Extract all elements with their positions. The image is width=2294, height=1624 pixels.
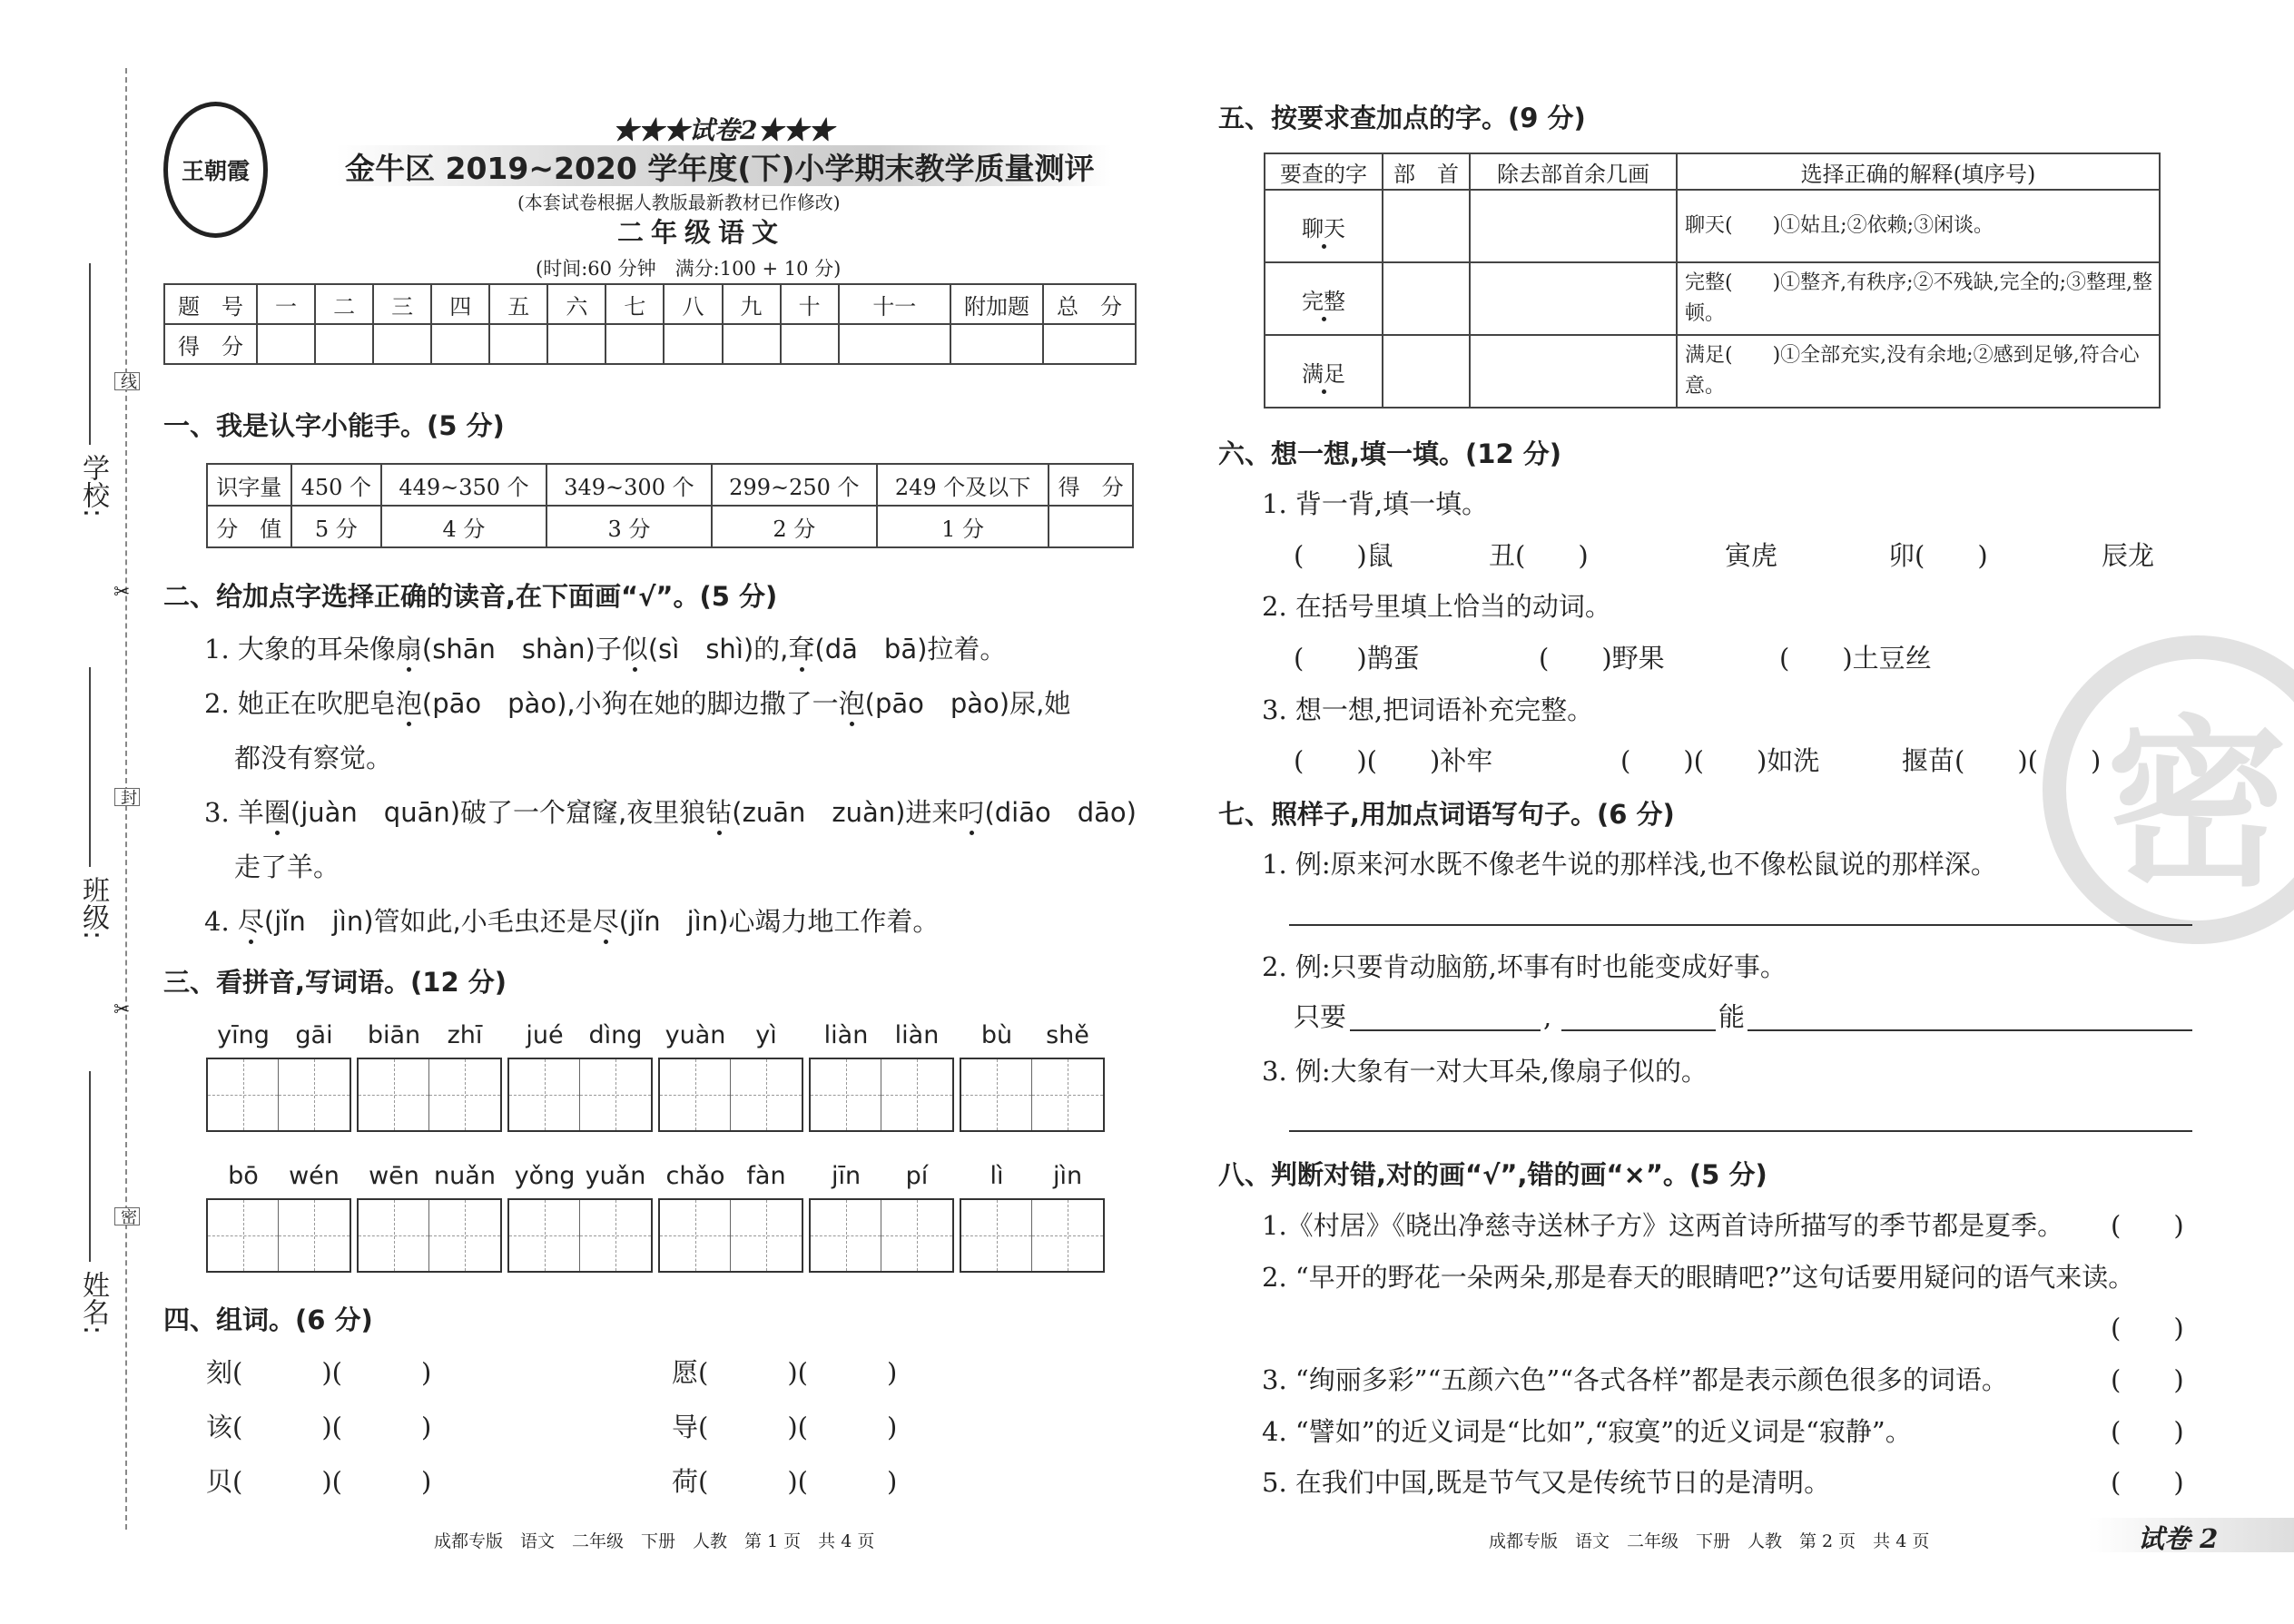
dict-word-text: 完整	[1302, 288, 1345, 314]
word-group-item[interactable]: 该( )( )	[206, 1412, 432, 1442]
pinyin-syllable: pí	[905, 1162, 929, 1190]
word-box[interactable]	[960, 1198, 1105, 1273]
char-cell[interactable]	[881, 1200, 952, 1271]
pinyin-syllable: zhī	[447, 1021, 483, 1049]
score-header: 八	[664, 284, 722, 324]
score-cell[interactable]	[839, 324, 950, 364]
pinyin-choice[interactable]: (juàn quān)破了一个窟窿,夜里狼	[290, 797, 706, 828]
word-box[interactable]	[357, 1058, 502, 1132]
literacy-value: 分 值	[207, 506, 291, 547]
score-header: 二	[315, 284, 373, 324]
idiom-item[interactable]: ( )( )如洗	[1620, 745, 1820, 776]
text: 4.	[204, 906, 238, 937]
seal-mark-3: 密	[114, 1207, 140, 1225]
score-cell[interactable]	[1043, 324, 1136, 364]
char-cell[interactable]	[961, 1200, 1032, 1271]
footer-right: 成都专版 语文 二年级 下册 人教 第 2 页 共 4 页	[1489, 1531, 1930, 1551]
word-box[interactable]	[809, 1198, 954, 1273]
dotted-char: 叼	[958, 797, 985, 828]
s6-question-3: 3. 想一想,把词语补充完整。	[1262, 694, 1594, 725]
judge-paren[interactable]: ( )	[2111, 1416, 2184, 1447]
section-1-title: 一、我是认字小能手。(5 分)	[163, 410, 505, 441]
pinyin-choice[interactable]: (shān shàn)子	[421, 634, 622, 664]
s2-question-3-cont: 走了羊。	[234, 851, 340, 882]
judge-item: 2. “早开的野花一朵两朵,那是春天的眼睛吧?”这句话要用疑问的语气来读。	[1262, 1262, 2135, 1293]
char-cell[interactable]	[208, 1059, 279, 1130]
char-cell[interactable]	[811, 1200, 881, 1271]
dict-word	[1265, 190, 1383, 262]
pinyin-choice[interactable]: (jǐn jìn)管如此,小毛虫还是	[263, 906, 593, 937]
dict-explanation[interactable]: 完整( )①整齐,有秩序;②不残缺,完全的;③整理,整顿。	[1677, 262, 2160, 335]
score-row	[164, 324, 1136, 364]
pinyin-syllable: gāi	[295, 1021, 333, 1049]
dict-header: 部 首	[1383, 153, 1470, 190]
radical-cell[interactable]	[1383, 262, 1470, 335]
secret-watermark	[2043, 635, 2294, 944]
strokes-cell[interactable]	[1470, 190, 1677, 262]
char-cell[interactable]	[509, 1200, 580, 1271]
text: 2. 她正在吹肥皂	[204, 688, 396, 719]
char-cell[interactable]	[1032, 1059, 1103, 1130]
literacy-value: 2 分	[712, 506, 877, 547]
word-box[interactable]	[658, 1058, 803, 1132]
literacy-header: 249 个及以下	[877, 464, 1049, 506]
score-header: 五	[489, 284, 547, 324]
dict-word-text: 满足	[1302, 360, 1345, 387]
char-cell[interactable]	[660, 1059, 731, 1130]
pinyin-syllable: yì	[755, 1021, 777, 1049]
s2-question-2	[204, 685, 1070, 722]
word-group-item[interactable]: 愿( )( )	[672, 1357, 898, 1388]
score-header: 十一	[839, 284, 950, 324]
zodiac-item[interactable]: 丑( )	[1489, 540, 1589, 571]
verb-item[interactable]: ( )鹊蛋	[1294, 643, 1420, 674]
char-cell[interactable]	[811, 1059, 881, 1130]
pinyin-syllable: wén	[289, 1162, 340, 1190]
section-3-title: 三、看拼音,写词语。(12 分)	[163, 967, 507, 998]
s2-question-2-cont: 都没有察觉。	[234, 743, 393, 773]
word-group-item[interactable]: 刻( )( )	[206, 1357, 432, 1388]
char-cell[interactable]	[429, 1059, 500, 1130]
pinyin-syllable: yuǎn	[585, 1162, 646, 1190]
s6-question-2: 2. 在括号里填上恰当的动词。	[1262, 591, 1611, 622]
subject-title: 二年级语文	[617, 217, 786, 248]
section-6-title: 六、想一想,填一填。(12 分)	[1218, 438, 1561, 469]
literacy-value: 3 分	[546, 506, 712, 547]
pinyin-syllable: nuǎn	[434, 1162, 496, 1190]
dict-header: 要查的字	[1265, 153, 1383, 190]
answer-line[interactable]	[1289, 924, 2192, 926]
s7-example-2: 2. 例:只要肯动脑筋,坏事有时也能变成好事。	[1262, 951, 1787, 982]
text: 3. 羊	[204, 797, 264, 828]
word-group-item[interactable]: 荷( )( )	[672, 1466, 898, 1497]
dict-word	[1265, 335, 1383, 408]
name-label: 姓名:	[77, 1271, 109, 1335]
pinyin-syllable: jìn	[1052, 1162, 1083, 1190]
judge-item: 1.《村居》《晓出净慈寺送林子方》这两首诗所描写的季节都是夏季。	[1262, 1210, 2064, 1241]
footer-left: 成都专版 语文 二年级 下册 人教 第 1 页 共 4 页	[434, 1531, 875, 1551]
pinyin-syllable: liàn	[823, 1021, 869, 1049]
char-cell[interactable]	[279, 1059, 350, 1130]
dict-header: 选择正确的解释(填序号)	[1677, 153, 2160, 190]
publisher-logo	[163, 102, 268, 238]
dict-row	[1265, 190, 2160, 262]
seal-mark-1: 线	[114, 372, 140, 390]
word-box[interactable]	[507, 1198, 653, 1273]
literacy-header: 450 个	[291, 464, 381, 506]
scissor-icon: ✂	[113, 999, 131, 1021]
zodiac-item[interactable]: ( )鼠	[1294, 540, 1393, 571]
logo-text: 王朝霞	[181, 158, 250, 184]
writing-grid-row-1	[206, 1058, 1110, 1132]
pinyin-syllable: dìng	[588, 1021, 643, 1049]
pinyin-syllable: shě	[1046, 1021, 1089, 1049]
dict-word	[1265, 262, 1383, 335]
score-table	[163, 283, 1137, 365]
score-cell[interactable]	[723, 324, 781, 364]
s6-question-1: 1. 背一背,填一填。	[1262, 488, 1489, 519]
literacy-header: 299~250 个	[712, 464, 877, 506]
footer-tag: 试卷 2	[2138, 1523, 2219, 1554]
zodiac-item[interactable]: 卯( )	[1888, 540, 1988, 571]
word-group-item[interactable]: 贝( )( )	[206, 1466, 432, 1497]
judge-paren[interactable]: ( )	[2111, 1364, 2184, 1395]
literacy-header-row	[207, 464, 1133, 506]
score-cell[interactable]	[547, 324, 605, 364]
pinyin-choice[interactable]: (dā bā)拉着。	[814, 634, 1007, 664]
word-box[interactable]	[507, 1058, 653, 1132]
s7-prompt-only-if: 只要	[1294, 1001, 1347, 1032]
char-cell[interactable]	[429, 1200, 500, 1271]
dotted-char: 泡	[838, 688, 865, 719]
dict-explanation[interactable]: 满足( )①全部充实,没有余地;②感到足够,符合心意。	[1677, 335, 2160, 408]
char-cell[interactable]	[359, 1059, 429, 1130]
word-box[interactable]	[357, 1198, 502, 1273]
char-cell[interactable]	[731, 1200, 802, 1271]
pinyin-choice[interactable]: (jǐn jìn)心竭力地工作着。	[618, 906, 940, 937]
zodiac-item: 寅虎	[1725, 540, 1778, 571]
pinyin-syllable: chǎo	[665, 1162, 725, 1190]
pinyin-syllable: fàn	[746, 1162, 786, 1190]
pinyin-syllable: jīn	[831, 1162, 861, 1190]
section-8-title: 八、判断对错,对的画“√”,错的画“×”。(5 分)	[1218, 1159, 1767, 1190]
class-label: 班级:	[77, 876, 109, 940]
idiom-item[interactable]: ( )( )补牢	[1294, 745, 1493, 776]
literacy-value: 5 分	[291, 506, 381, 547]
pinyin-choice[interactable]: (zuān zuàn)进来	[732, 797, 959, 828]
judge-item: 4. “譬如”的近义词是“比如”,“寂寞”的近义词是“寂静”。	[1262, 1416, 1912, 1447]
exam-title: 金牛区 2019~2020 学年度(下)小学期末教学质量测评	[345, 151, 1095, 186]
edition-note: (本套试卷根据人教版最新教材已作修改)	[517, 192, 841, 213]
section-5-title: 五、按要求查加点的字。(9 分)	[1218, 103, 1586, 133]
strokes-cell[interactable]	[1470, 335, 1677, 408]
answer-line[interactable]	[1561, 1029, 1716, 1031]
dictionary-table	[1264, 153, 2161, 408]
strokes-cell[interactable]	[1470, 262, 1677, 335]
section-7-title: 七、照样子,用加点词语写句子。(6 分)	[1218, 799, 1675, 830]
pinyin-syllable: bō	[228, 1162, 259, 1190]
s7-example-1: 1. 例:原来河水既不像老牛说的那样浅,也不像松鼠说的那样深。	[1262, 849, 1997, 880]
school-label: 学校:	[77, 454, 109, 518]
char-cell[interactable]	[279, 1200, 350, 1271]
class-line	[89, 667, 91, 867]
word-box[interactable]	[206, 1198, 351, 1273]
judge-paren[interactable]: ( )	[2111, 1313, 2184, 1343]
char-cell[interactable]	[961, 1059, 1032, 1130]
s2-question-3	[204, 794, 1137, 831]
answer-line[interactable]	[1748, 1029, 2192, 1031]
literacy-header: 得 分	[1049, 464, 1133, 506]
score-header: 六	[547, 284, 605, 324]
char-cell[interactable]	[509, 1059, 580, 1130]
school-line	[89, 263, 91, 445]
name-line	[89, 1071, 91, 1262]
judge-item: 5. 在我们中国,既是节气又是传统节日的是清明。	[1262, 1467, 1831, 1498]
dict-explanation[interactable]: 聊天( )①姑且;②依赖;③闲谈。	[1677, 190, 2160, 262]
score-cell[interactable]	[315, 324, 373, 364]
char-cell[interactable]	[580, 1200, 651, 1271]
score-header: 七	[605, 284, 664, 324]
score-cell[interactable]	[664, 324, 722, 364]
stars-label: ★★★试卷2★★★	[613, 115, 834, 145]
score-header: 附加题	[950, 284, 1043, 324]
pinyin-choice[interactable]: (diāo dāo)	[984, 797, 1137, 828]
score-header: 九	[723, 284, 781, 324]
pinyin-syllable: wēn	[369, 1162, 419, 1190]
char-cell[interactable]	[359, 1200, 429, 1271]
literacy-score-cell[interactable]	[1049, 506, 1133, 547]
dotted-char: 尽	[237, 906, 264, 937]
idiom-item[interactable]: 揠苗( )( )	[1902, 745, 2102, 776]
score-header: 四	[431, 284, 489, 324]
dict-row	[1265, 262, 2160, 335]
dict-header-row	[1265, 153, 2160, 190]
s2-question-1	[204, 631, 1006, 667]
radical-cell[interactable]	[1383, 190, 1470, 262]
dotted-char: 钻	[705, 797, 733, 828]
pinyin-syllable: bù	[980, 1021, 1013, 1049]
answer-line[interactable]	[1289, 1130, 2192, 1132]
zodiac-item: 辰龙	[2102, 540, 2155, 571]
dotted-char: 耷	[788, 634, 815, 664]
char-cell[interactable]	[660, 1200, 731, 1271]
dotted-char: 泡	[395, 688, 422, 719]
word-box[interactable]	[809, 1058, 954, 1132]
pinyin-syllable: lì	[989, 1162, 1004, 1190]
char-cell[interactable]	[208, 1200, 279, 1271]
pinyin-syllable: jué	[526, 1021, 564, 1049]
literacy-value-row	[207, 506, 1133, 547]
score-cell[interactable]	[950, 324, 1043, 364]
scissor-icon: ✂	[113, 581, 131, 604]
score-header: 十	[781, 284, 839, 324]
score-header: 题 号	[164, 284, 257, 324]
radical-cell[interactable]	[1383, 335, 1470, 408]
pinyin-choice[interactable]: (pāo pào)尿,她	[864, 688, 1071, 719]
dict-row	[1265, 335, 2160, 408]
char-cell[interactable]	[731, 1059, 802, 1130]
judge-paren[interactable]: ( )	[2111, 1210, 2184, 1241]
literacy-header: 识字量	[207, 464, 291, 506]
score-cell[interactable]	[373, 324, 431, 364]
s7-example-3: 3. 例:大象有一对大耳朵,像扇子似的。	[1262, 1056, 1708, 1087]
word-box[interactable]	[206, 1058, 351, 1132]
pinyin-choice[interactable]: (pāo pào),小狗在她的脚边撒了一	[421, 688, 839, 719]
s7-prompt-comma: ,	[1543, 1001, 1552, 1032]
score-header: 一	[257, 284, 315, 324]
literacy-header: 349~300 个	[546, 464, 712, 506]
word-box[interactable]	[960, 1058, 1105, 1132]
score-cell[interactable]	[257, 324, 315, 364]
score-cell[interactable]	[605, 324, 664, 364]
score-cell[interactable]	[431, 324, 489, 364]
score-header: 总 分	[1043, 284, 1136, 324]
char-cell[interactable]	[1032, 1200, 1103, 1271]
text: 1. 大象的耳朵像	[204, 634, 396, 664]
literacy-header: 449~350 个	[381, 464, 546, 506]
seal-mark-2: 封	[114, 788, 140, 806]
section-2-title: 二、给加点字选择正确的读音,在下面画“√”。(5 分)	[163, 581, 778, 612]
literacy-value: 1 分	[877, 506, 1049, 547]
dotted-char: 尽	[592, 906, 619, 937]
dotted-char: 圈	[263, 797, 290, 828]
answer-line[interactable]	[1350, 1029, 1541, 1031]
char-cell[interactable]	[580, 1059, 651, 1130]
word-box[interactable]	[658, 1198, 803, 1273]
pinyin-syllable: yǒng	[514, 1162, 576, 1190]
dotted-char: 扇	[395, 634, 422, 664]
verb-item[interactable]: ( )土豆丝	[1779, 643, 1932, 674]
score-cell[interactable]	[781, 324, 839, 364]
literacy-table	[206, 463, 1134, 548]
judge-item: 3. “绚丽多彩”“五颜六色”“各式各样”都是表示颜色很多的词语。	[1262, 1364, 2008, 1395]
char-cell[interactable]	[881, 1059, 952, 1130]
dotted-char: 似	[621, 634, 648, 664]
literacy-value: 4 分	[381, 506, 546, 547]
score-header-row	[164, 284, 1136, 324]
s7-prompt-can: 能	[1718, 1001, 1746, 1032]
score-row-label: 得 分	[164, 324, 257, 364]
time-info: (时间:60 分钟 满分:100 + 10 分)	[536, 258, 842, 280]
writing-grid-row-2	[206, 1198, 1110, 1273]
judge-paren[interactable]: ( )	[2111, 1467, 2184, 1498]
dict-word-text: 聊天	[1302, 215, 1345, 241]
word-group-item[interactable]: 导( )( )	[672, 1412, 898, 1442]
pinyin-syllable: liàn	[894, 1021, 940, 1049]
s2-question-4	[204, 903, 939, 940]
pinyin-syllable: yuàn	[665, 1021, 726, 1049]
score-cell[interactable]	[489, 324, 547, 364]
dict-header: 除去部首余几画	[1470, 153, 1677, 190]
watermark-text: 密	[2105, 699, 2288, 911]
pinyin-syllable: yīng	[217, 1021, 270, 1049]
pinyin-choice[interactable]: (sì shì)的,	[647, 634, 789, 664]
pinyin-syllable: biān	[367, 1021, 421, 1049]
section-4-title: 四、组词。(6 分)	[163, 1304, 373, 1335]
verb-item[interactable]: ( )野果	[1539, 643, 1665, 674]
score-header: 三	[373, 284, 431, 324]
